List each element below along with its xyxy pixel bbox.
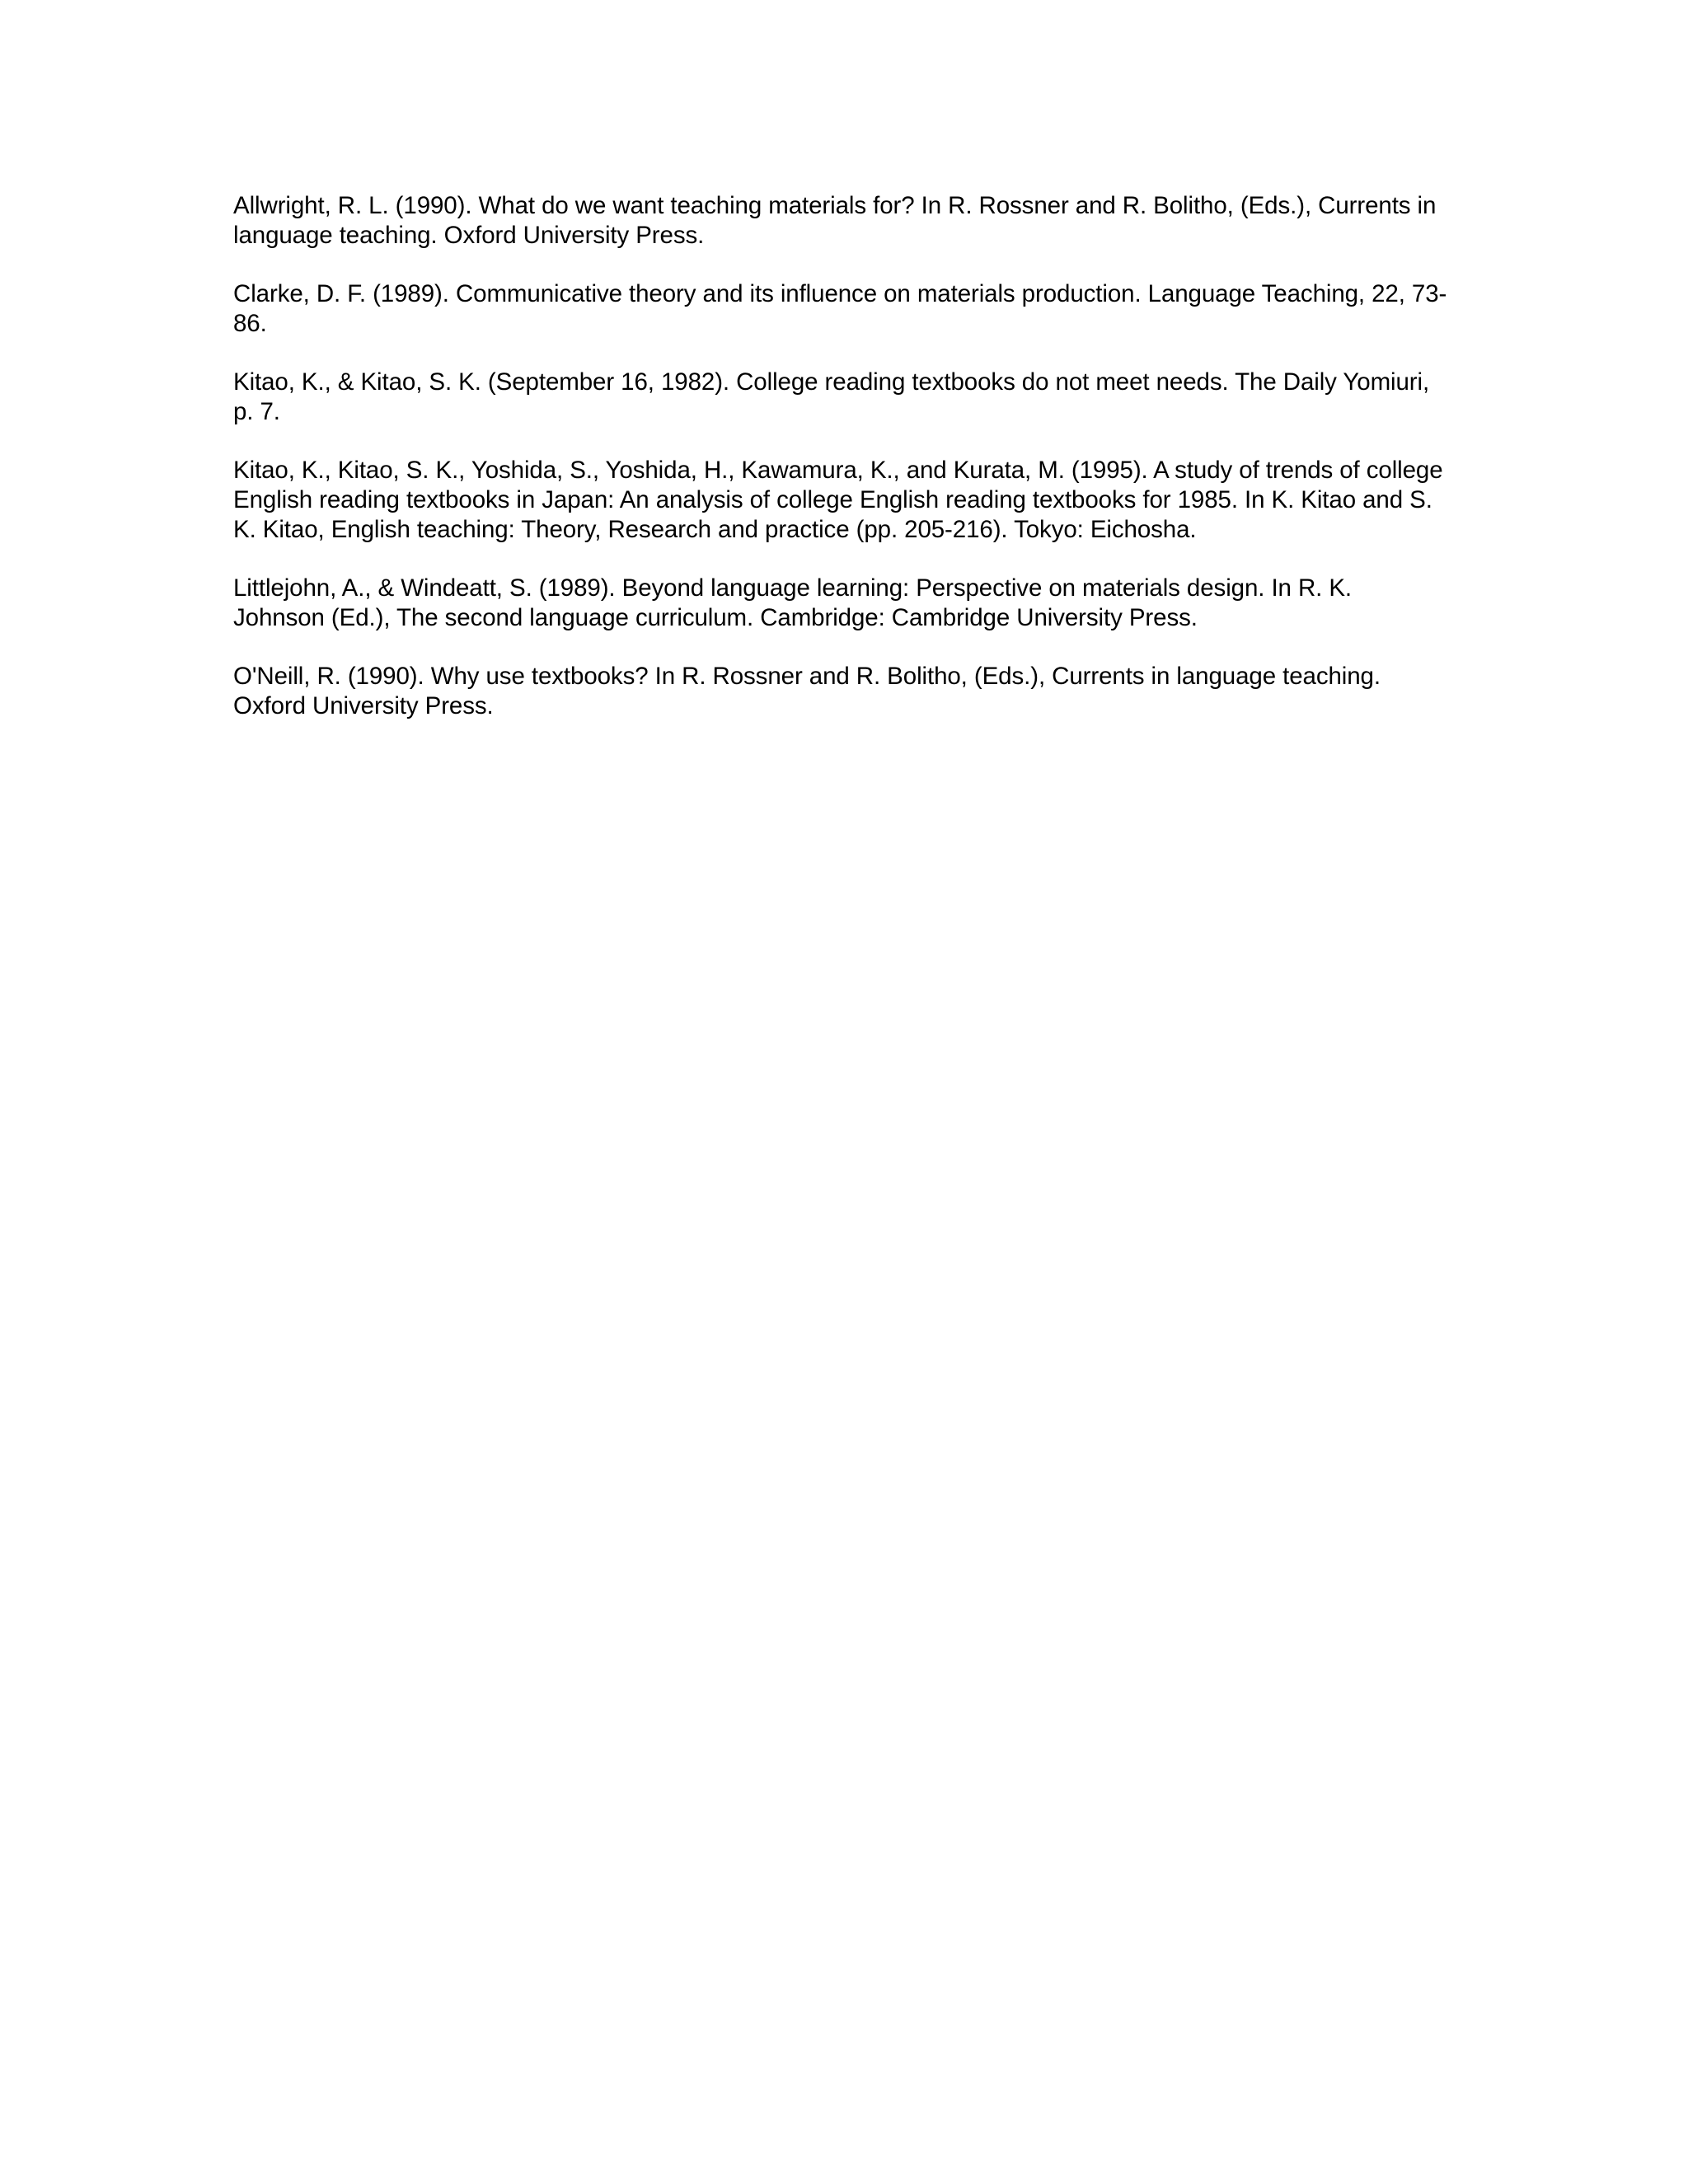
- reference-item: Kitao, K., & Kitao, S. K. (September 16, 1982). College reading textbooks do not meet needs. The Daily Yomiuri, p. 7.: [233, 368, 1430, 425]
- reference-item: O'Neill, R. (1990). Why use textbooks? In R. Rossner and R. Bolitho, (Eds.), Currents in language teaching. Oxford University Press.: [233, 663, 1381, 719]
- reference-item: Clarke, D. F. (1989). Communicative theory and its influence on materials production. Language Teaching, 22, 73-86.: [233, 280, 1447, 337]
- reference-item: Allwright, R. L. (1990). What do we want teaching materials for? In R. Rossner and R. Bolitho, (Eds.), Currents in language teaching. Oxford University Press.: [233, 192, 1437, 249]
- reference-item: Littlejohn, A., & Windeatt, S. (1989). Beyond language learning: Perspective on materials design. In R. K. Johnson (Ed.), The second language curriculum. Cambridge: Cambridge University Press.: [233, 574, 1353, 631]
- reference-list: [233, 191, 1449, 750]
- reference-item: Kitao, K., Kitao, S. K., Yoshida, S., Yoshida, H., Kawamura, K., and Kurata, M. (1995). A study of trends of college English reading textbooks in Japan: An analysis of college English reading textbooks for 1985. In K. Kitao and S. K. Kitao, English teaching: Theory, Research and practice (pp. 205-216). Tokyo: Eichosha.: [233, 457, 1443, 543]
